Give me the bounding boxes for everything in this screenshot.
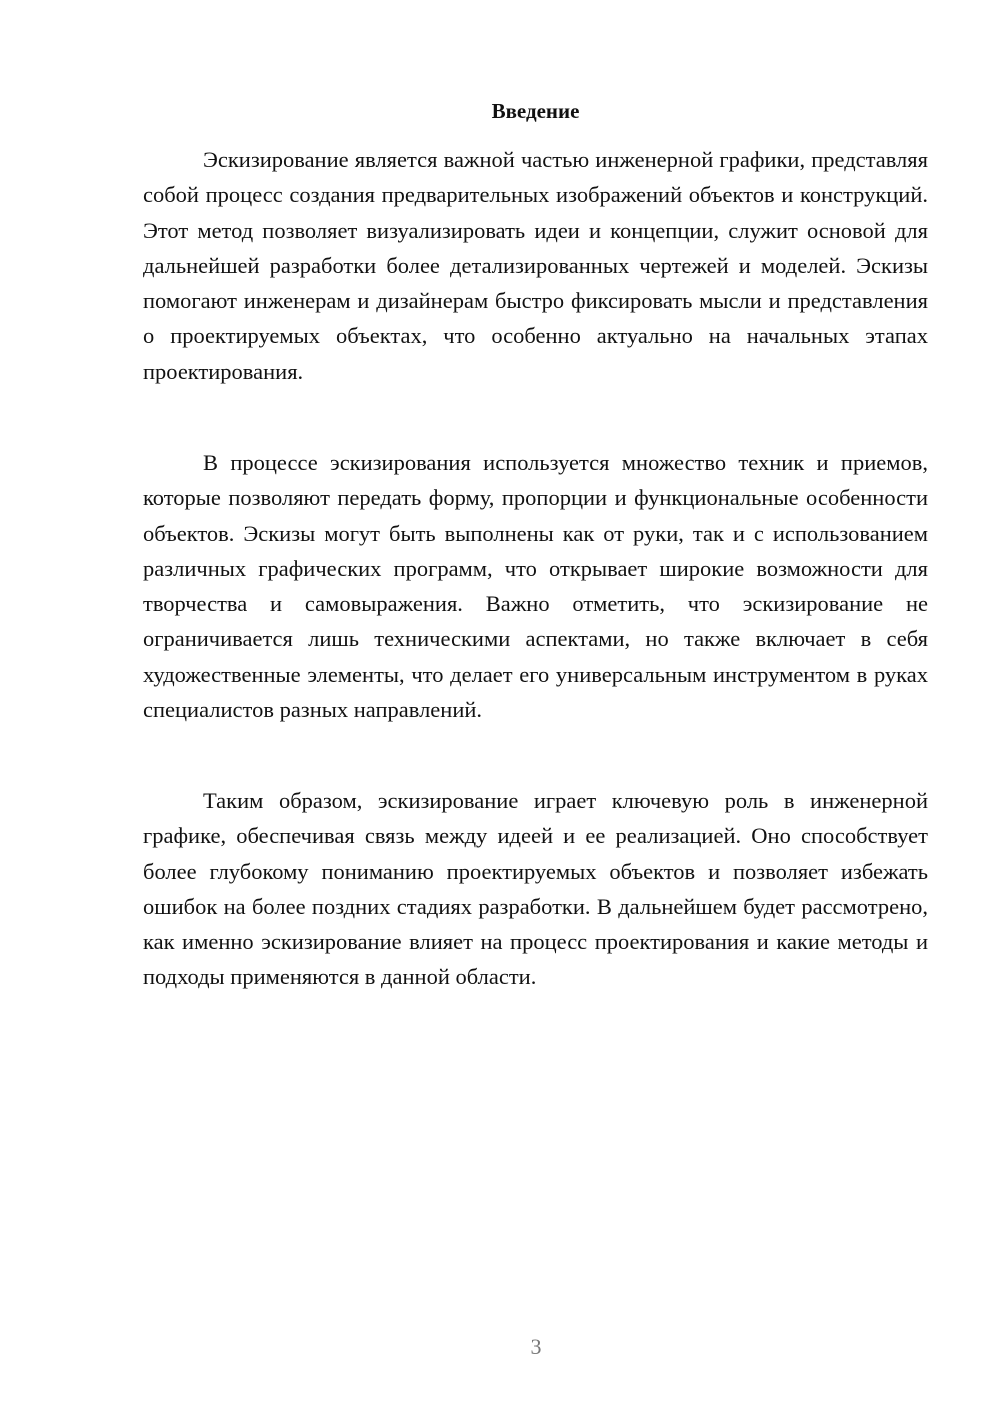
paragraph-intro: Эскизирование является важной частью инженерной графики, представляя собой процесс создания предварительных изображений объектов и конструкций. Этот метод позволяет визуализировать идеи и концепции, служит основой для дальнейшей разработки более детализированных чертежей и моделей. Эскизы помогают инженерам и дизайнерам быстро фиксировать мысли и представления о проектируемых объектах, что особенно актуально на начальных этапах проектирования. — [143, 147, 928, 384]
section-heading: Введение — [491, 99, 580, 123]
paragraph-techniques: В процессе эскизирования используется множество техник и приемов, которые позволяют передать форму, пропорции и функциональные особенности объектов. Эскизы могут быть выполнены как от руки, так и с использованием различных графических программ, что открывает широкие возможности для творчества и самовыражения. Важно отметить, что эскизирование не ограничивается лишь техническими аспектами, но также включает в себя художественные элементы, что делает его универсальным инструментом в руках специалистов разных направлений. — [143, 450, 928, 723]
paragraph-conclusion: Таким образом, эскизирование играет ключевую роль в инженерной графике, обеспечивая связь между идеей и ее реализацией. Оно способствует более глубокому пониманию проектируемых объектов и позволяет избежать ошибок на более поздних стадиях разработки. В дальнейшем будет рассмотрено, как именно эскизирование влияет на процесс проектирования и какие методы и подходы применяются в данной области. — [143, 788, 928, 990]
page-number: 3 — [530, 1334, 542, 1359]
